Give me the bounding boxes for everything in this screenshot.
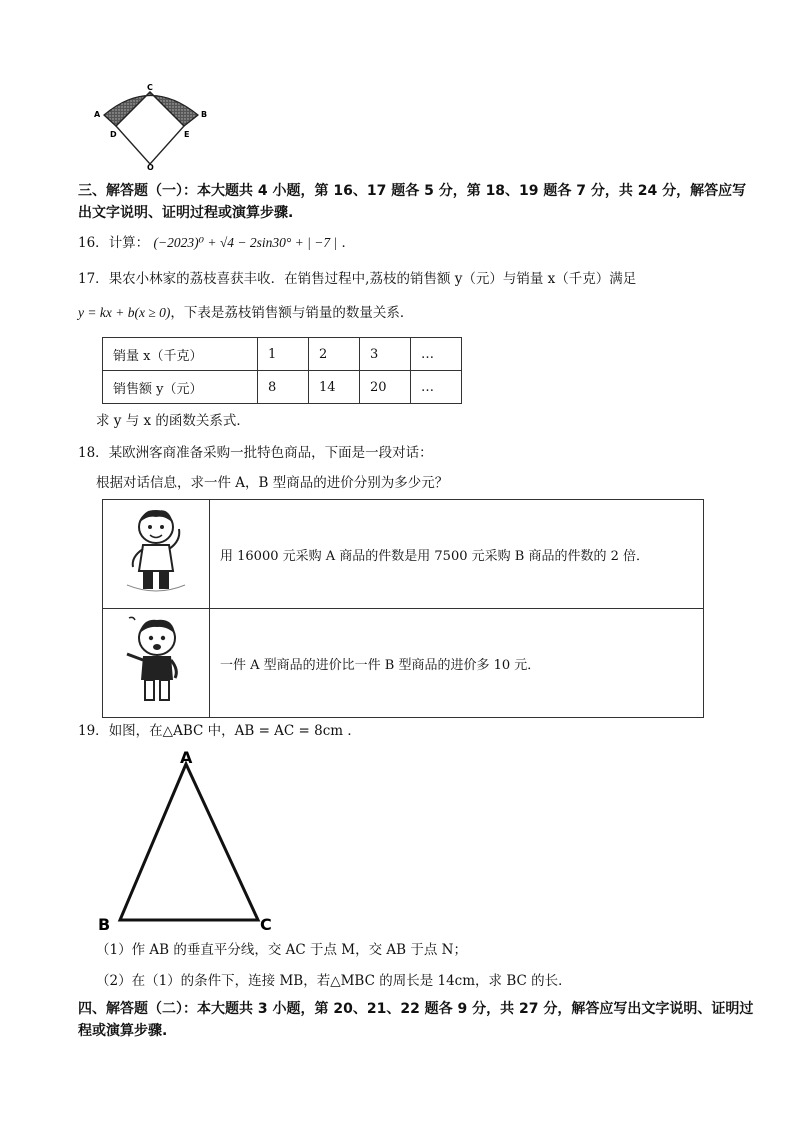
triangle-abc-figure [98,748,282,934]
q19-part1: （1）作 AB 的垂直平分线，交 AC 于点 M，交 AB 于点 N； [96,942,467,958]
table-cell: 3 [360,338,411,371]
cartoon-boy-icon [121,614,191,708]
question-17-line2 [78,303,413,323]
dialog-text: 一件 A 型商品的进价比一件 B 型商品的进价多 10 元． [210,609,704,718]
vertex-b-label: B [98,915,111,934]
q17-number: 17． [78,271,109,287]
q17-line2: ，下表是荔枝销售额与销量的数量关系． [170,305,414,321]
table-row [103,371,462,404]
label-e: E [184,130,190,139]
q16-end: ． [341,235,355,251]
table-cell: 14 [309,371,360,404]
question-16 [78,233,355,253]
label-o: O [147,163,154,172]
q16-number: 16． [78,235,109,251]
q17-line1: 果农小林家的荔枝喜获丰收．在销售过程中,荔枝的销售额 y（元）与销量 x（千克）满足 [108,271,637,287]
question-17-line1 [78,269,636,289]
sector-square-figure [88,82,228,170]
cartoon-boy-icon [121,505,191,599]
row-header: 销量 x（千克） [103,338,258,371]
dialog-avatar-cell [103,609,210,718]
vertex-a-label: A [180,748,193,767]
sales-table [102,337,462,404]
q17-formula: y = kx + b(x ≥ 0) [78,305,171,320]
label-d: D [110,130,117,139]
label-a: A [94,110,101,119]
table-cell: … [411,371,462,404]
q16-text: 计算： [108,235,150,251]
question-19-line1 [78,721,361,741]
dialog-text: 用 16000 元采购 A 商品的件数是用 7500 元采购 B 商品的件数的 2 倍． [210,500,704,609]
q19-number: 19． [78,723,109,739]
table-cell: 8 [258,371,309,404]
q18-line2: 根据对话信息，求一件 A，B 型商品的进价分别为多少元？ [96,475,449,491]
table-row [103,338,462,371]
table-cell: … [411,338,462,371]
question-18-line1 [78,443,433,463]
table-cell: 1 [258,338,309,371]
q19-line1: 如图，在△ABC 中，AB = AC = 8cm ． [108,723,361,739]
section3-heading: 三、解答题（一）：本大题共 4 小题，第 16、17 题各 5 分，第 18、19 题各 7 分，共 24 分，解答应写出文字说明、证明过程或演算步骤. [78,183,747,221]
table-row [103,609,704,718]
dialog-table [102,499,704,718]
dialog-avatar-cell [103,500,210,609]
table-cell: 20 [360,371,411,404]
row-header: 销售额 y（元） [103,371,258,404]
q18-line1: 某欧洲客商准备采购一批特色商品，下面是一段对话： [108,445,433,461]
table-cell: 2 [309,338,360,371]
q19-part2: （2）在（1）的条件下，连接 MB，若△MBC 的周长是 14cm，求 BC 的长． [96,973,572,989]
label-c: C [147,83,153,92]
vertex-c-label: C [260,915,272,934]
table-row [103,500,704,609]
q17-ask: 求 y 与 x 的函数关系式． [96,413,250,429]
q16-expression: (−2023)⁰ + √4 − 2sin30° + | −7 | [153,235,338,250]
label-b: B [201,110,208,119]
section4-heading: 四、解答题（二）：本大题共 3 小题，第 20、21、22 题各 9 分，共 27 分，解答应写出文字说明、证明过程或演算步骤. [78,1001,754,1039]
q18-number: 18． [78,445,109,461]
